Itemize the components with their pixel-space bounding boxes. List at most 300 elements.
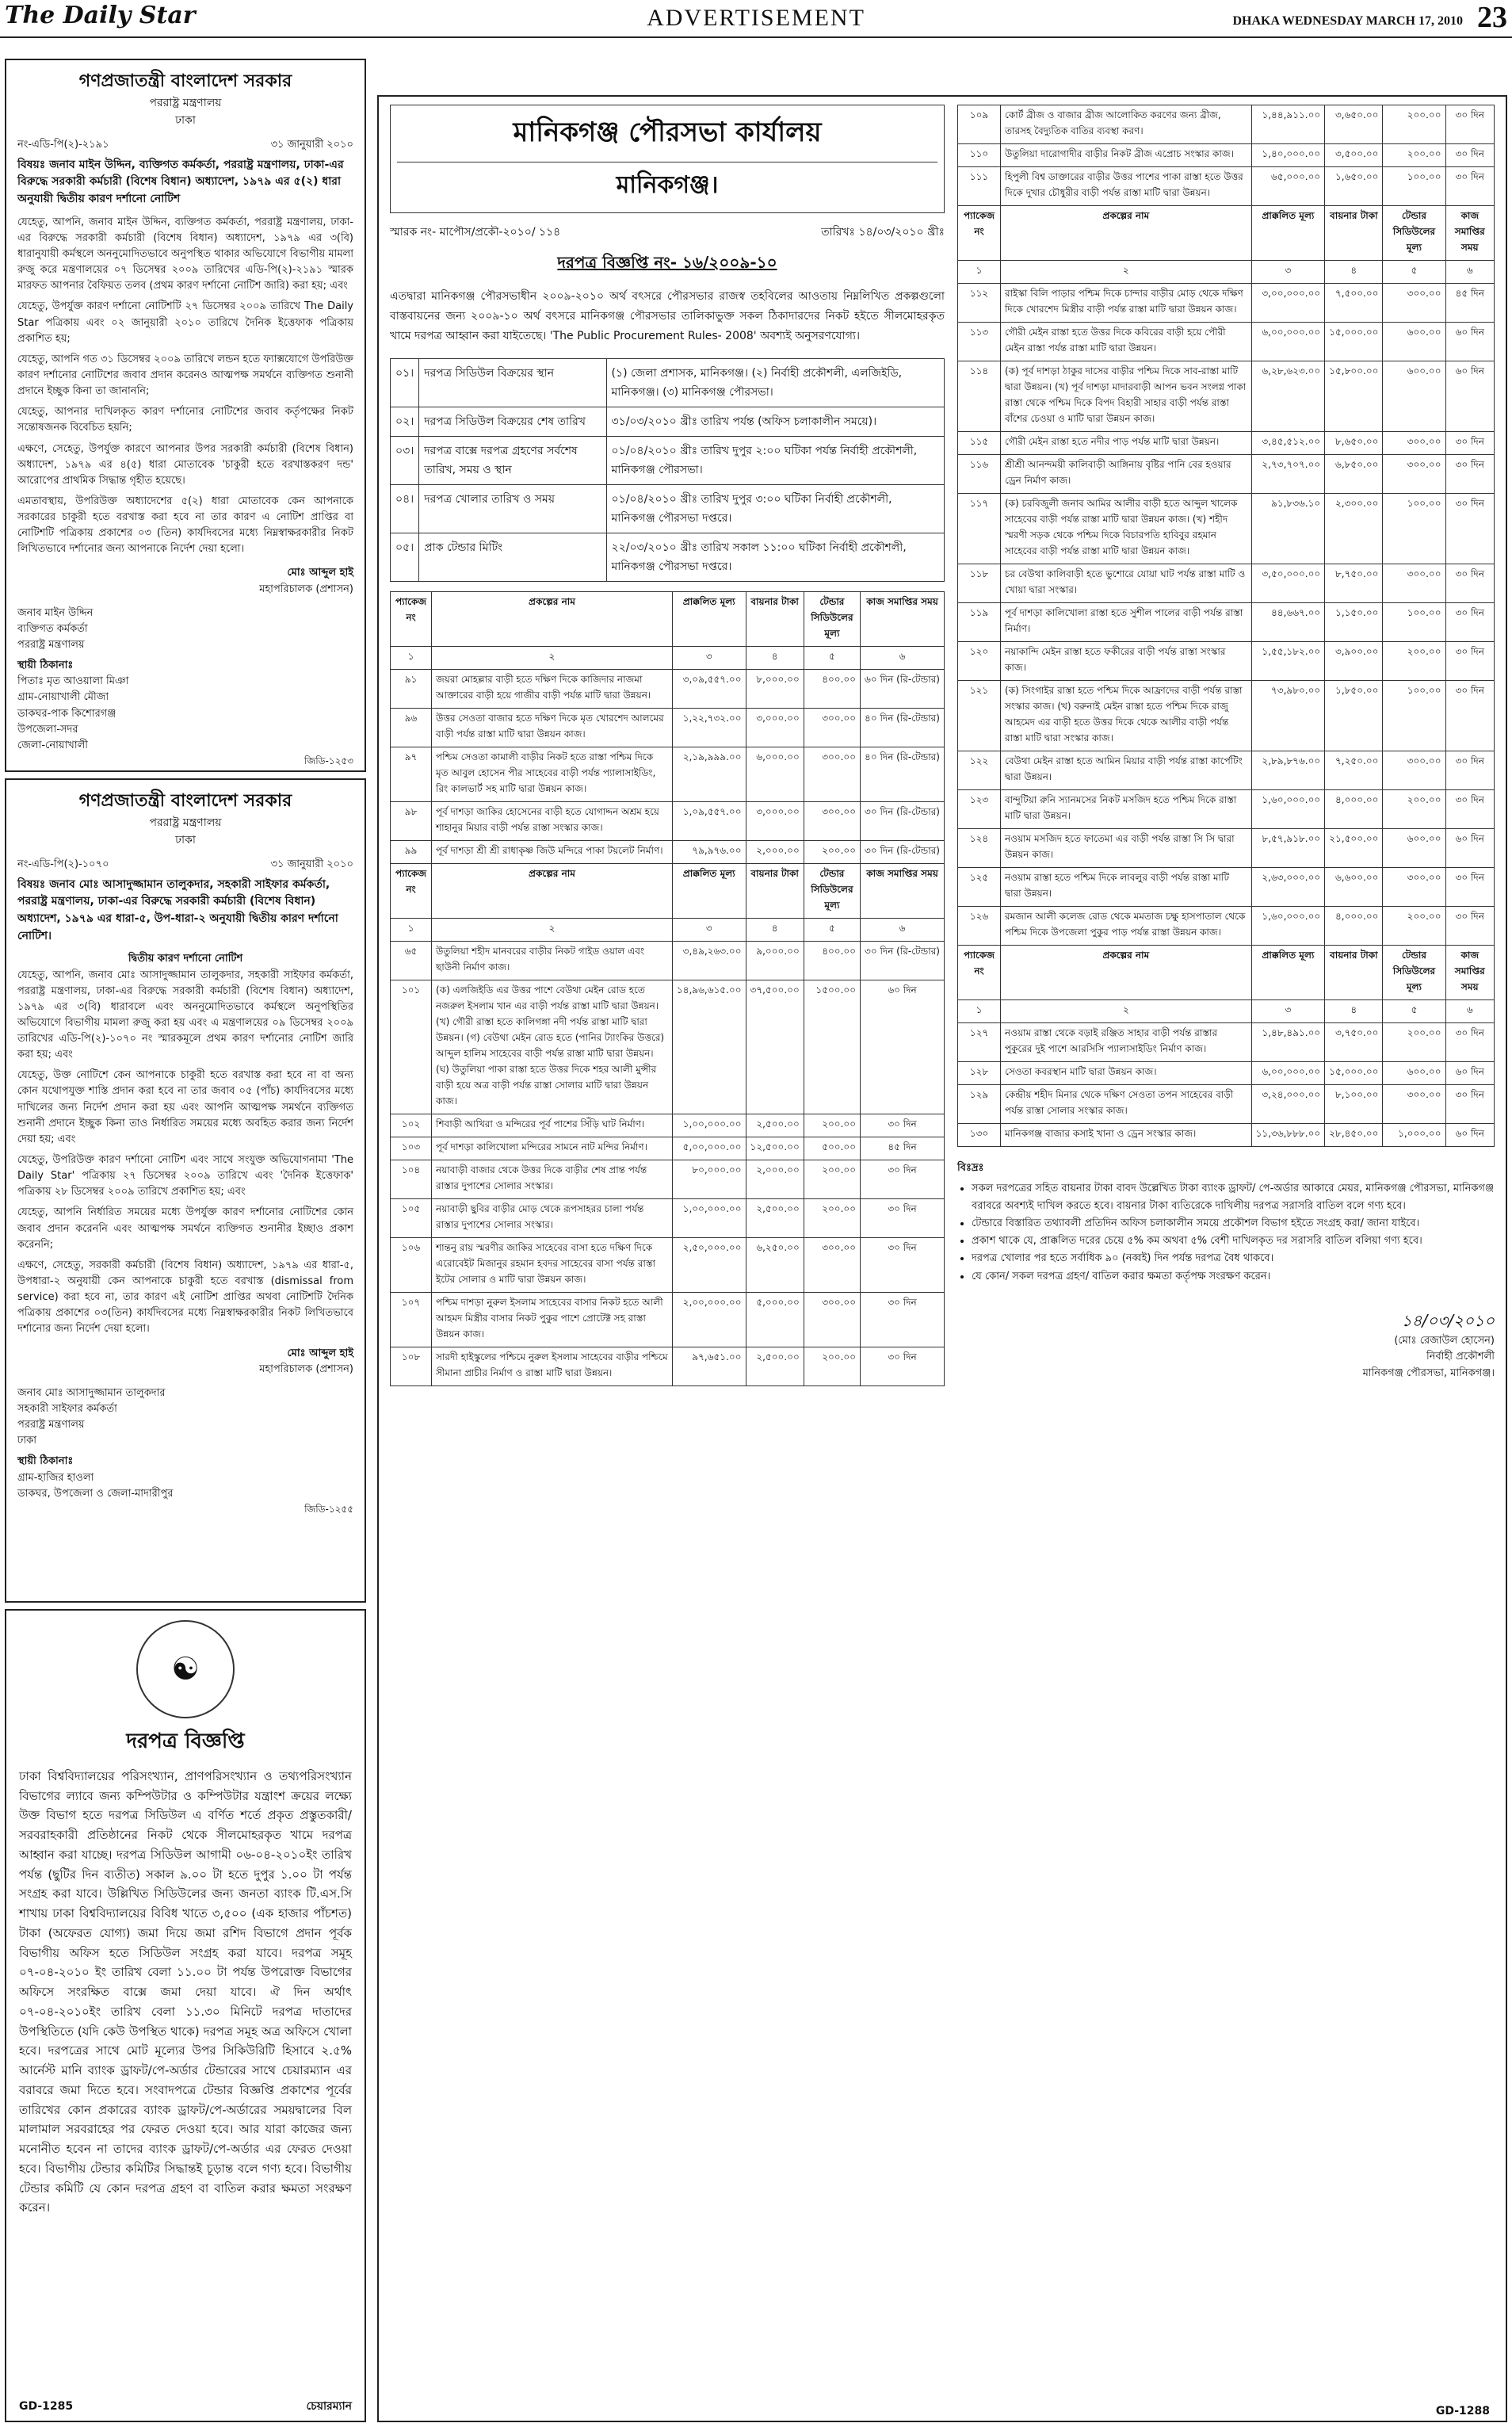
estimated-cost: ১,৬০,০০০.০০ xyxy=(1251,790,1325,829)
completion-time: ৩০ দিন xyxy=(1445,790,1495,829)
package-number: ১২২ xyxy=(958,751,1001,790)
completion-time: ৩০ দিন xyxy=(1445,1085,1495,1124)
notice-city: ঢাকা xyxy=(175,833,196,847)
works-row xyxy=(958,1062,1495,1085)
earnest-money: ৩,০০০.০০ xyxy=(746,708,804,747)
notice-subject: বিষয়ঃ জনাব মাইন উদ্দিন, ব্যক্তিগত কর্মকর্তা, পররাষ্ট্র মন্ত্রণালয়, ঢাকা-এর বিরুদ্ধে সরকারী কর্মচারী (বিশেষ বিধান) অধ্যাদেশ, ১৯৭৯ এর ৫(২) ধারা অনুযায়ী দ্বিতীয় কারণ দর্শানো নোটিশ xyxy=(17,158,344,205)
gd-code: GD-1288 xyxy=(1435,2405,1490,2417)
works-row xyxy=(391,1347,945,1385)
notice-asaduzzaman xyxy=(5,778,366,1603)
completion-time: ৩০ দিন xyxy=(861,1292,945,1347)
works-col-header: প্রকল্পের নাম xyxy=(432,863,673,918)
schedule-row xyxy=(391,533,945,581)
works-colnum: ৩ xyxy=(1251,261,1325,284)
schedule-price: ৩০০.০০ xyxy=(1383,455,1445,494)
estimated-cost: ১৪,৯৬,৬১৫.০০ xyxy=(672,980,746,1114)
package-number: ১২০ xyxy=(958,642,1001,681)
works-row xyxy=(391,980,945,1114)
works-colnum: ৪ xyxy=(1325,261,1383,284)
gd-code: জিডি-১২৫৩ xyxy=(304,755,353,767)
completion-time: ৩০ দিন xyxy=(1445,167,1495,206)
earnest-money: ৪,০০০.০০ xyxy=(1325,907,1383,946)
estimated-cost: ২,০০,০০০.০০ xyxy=(672,1292,746,1347)
works-colnum-row xyxy=(391,646,945,669)
earnest-money: ৬,২৫০.০০ xyxy=(746,1237,804,1292)
estimated-cost: ১,০০,০০০.০০ xyxy=(672,1114,746,1137)
schedule-item: দরপত্র সিডিউল বিক্রয়ের শেষ তারিখ xyxy=(419,407,606,436)
ad-left-column xyxy=(390,105,945,1386)
schedule-price: ৪০০.০০ xyxy=(804,669,860,708)
package-number: ১০১ xyxy=(391,980,432,1114)
estimated-cost: ৪৪,৬৬৭.০০ xyxy=(1251,603,1325,642)
recipient: জনাব মাইন উদ্দিন ব্যক্তিগত কর্মকর্তা পররাষ্ট্র মন্ত্রণালয় xyxy=(17,606,94,652)
works-col-header: প্রাক্কলিত মূল্য xyxy=(672,863,746,918)
schedule-price: ৩০০.০০ xyxy=(804,708,860,747)
package-number: ৯৮ xyxy=(391,801,432,840)
work-name: শিবাড়ী আখিরা ও মন্দিরের পূর্ব পাশের সিঁড়ি ঘাট নির্মাণ। xyxy=(432,1114,673,1137)
earnest-money: ৫,০০০.০০ xyxy=(746,1292,804,1347)
estimated-cost: ৭৯,৯৭৬.০০ xyxy=(672,840,746,863)
notice-paragraph: যেহেতু, উপর্যুক্ত কারণ দর্শানো নোটিশটি ২৭ ডিসেম্বর ২০০৯ তারিখে The Daily Star পত্রিকায় এবং ০২ জানুয়ারী ২০১০ তারিখে দৈনিক ইত্তেফাক পত্রিকায় প্রকাশিত হয়; xyxy=(17,300,353,345)
completion-time: ৪০ দিন (রি-টেন্ডার) xyxy=(861,708,945,747)
notice-paragraph: যেহেতু, আপনি, জনাব মাইন উদ্দিন, ব্যক্তিগত কর্মকর্তা, পররাষ্ট্র মন্ত্রণালয়, ঢাকা-এর বিরুদ্ধে সরকারী কর্মচারী (বিশেষ বিধান) অধ্যাদেশ, ১৯৭৯ এর ৩(বি) ধারানুযায়ী কর্মস্থলে অননুমোদিতভাবে অনুপস্থিত থাকার অভিযোগে বিভাগীয় মামলা রুজু করে মন্ত্রণালয়ের ০৭ ডিসেম্বর ২০০৯ তারিখের এডি-পি(২)-২১৯১ স্মারক মারফত আপনার বৈফিয়ত তলব (প্রথম কারণ দর্শানো নোটিশ জারি) করা হয়; এবং xyxy=(17,216,353,292)
works-col-header: প্রাক্কলিত মূল্য xyxy=(1251,946,1325,1000)
work-name: পূর্ব দাশড়া কালিখোলা রাস্তা হতে সুশীল পালের বাড়ী পর্যন্ত রাস্তা নির্মাণ। xyxy=(1000,603,1251,642)
works-colnum: ৪ xyxy=(746,918,804,941)
works-colnum: ৪ xyxy=(1325,1000,1383,1023)
works-row xyxy=(391,1160,945,1198)
work-name: নওয়াম রাস্তা হতে পশ্চিম দিকে লাবলুর বাড়ী পর্যন্ত রাস্তা মাটি দ্বারা উন্নয়ন। xyxy=(1000,868,1251,907)
completion-time: ৩০ দিন xyxy=(861,1114,945,1137)
work-name: পশ্চিম সেওতা কামালী বাড়ীর নিকট হতে রাস্তা পশ্চিম দিকে মৃত আবুল হোসেন পীর সাহেবের বাড়ী পর্যন্ত প্যালাসাইডিং, রিং কালভার্ট সহ মাটি দ্বারা উন্নয়ন কাজ। xyxy=(432,747,673,801)
estimated-cost: ৩,৫০,০০০.০০ xyxy=(1251,564,1325,603)
schedule-price: ১০০.০০ xyxy=(1383,681,1445,751)
schedule-item: দরপত্র খোলার তারিখ ও সময় xyxy=(419,484,606,533)
works-col-header: টেন্ডার সিডিউলের মূল্য xyxy=(804,863,860,918)
estimated-cost: ১,৫৫,১৮২.০০ xyxy=(1251,642,1325,681)
estimated-cost: ১১,৩৬,৮৮৮.০০ xyxy=(1251,1124,1325,1147)
work-name: নয়াবাড়ী বাজার থেকে উত্তর দিকে বাড়ীর শেষ প্রান্ত পর্যন্ত রাস্তার দুপাশের সোলার সংস্কার। xyxy=(432,1160,673,1198)
package-number: ১১৫ xyxy=(958,432,1001,455)
work-name: জয়রা মোহল্লার বাড়ী হতে দক্ষিণ দিকে কাজিদার নাজমা আক্তারের বাড়ী হয়ে গাজীর বাড়ী পর্যন্ত মাটি দ্বারা উন্নয়ন। xyxy=(432,669,673,708)
works-col-header: প্রাক্কলিত মূল্য xyxy=(1251,206,1325,261)
notice-heading: দ্বিতীয় কারণ দর্শানো নোটিশ xyxy=(128,953,243,965)
work-name: শ্রীশ্রী আনন্দময়ী কালিবাড়ী আঙ্গিনায় বৃষ্টির পানি বের হওয়ার ড্রেন নির্মাণ কাজ। xyxy=(1000,455,1251,494)
earnest-money: ৭,৫০০.০০ xyxy=(1325,284,1383,323)
works-colnum: ১ xyxy=(958,1000,1001,1023)
schedule-price: ৩০০.০০ xyxy=(1383,432,1445,455)
schedule-detail: ০১/০৪/২০১০ খ্রীঃ তারিখ দুপুর ৩:০০ ঘটিকা নির্বাহী প্রকৌশলী, মানিকগঞ্জ পৌরসভা দপ্তরে। xyxy=(606,484,944,533)
work-name: শান্তনু রায় স্মরণীর জাকির সাহেবের বাসা হতে দক্ষিণ দিকে এরোবেইট মিজানুর রহমান হবদর সাহেবের বাসা পর্যন্ত রাস্তা ইটের সোলার ও মাটি দ্বারা উন্নয়ন কাজ। xyxy=(432,1237,673,1292)
earnest-money: ১,৬৫০.০০ xyxy=(1325,167,1383,206)
notice-ministry: পররাষ্ট্র মন্ত্রণালয় xyxy=(149,97,222,110)
work-name: গৌরী মেইন রাস্তা হতে উত্তর দিকে কবিরের বাড়ী হয়ে পৌরী মেইন রাস্তা পর্যন্ত রাস্তা মাটি দ্বারা উন্নয়ন। xyxy=(1000,323,1251,361)
completion-time: ৩০ দিন xyxy=(1445,868,1495,907)
earnest-money: ৮,০০০.০০ xyxy=(746,669,804,708)
works-row xyxy=(958,642,1495,681)
works-colnum: ৪ xyxy=(746,646,804,669)
schedule-detail: (১) জেলা প্রশাসক, মানিকগঞ্জ। (২) নির্বাহী প্রকৌশলী, এলজিইডি, মানিকগঞ্জ। (৩) মানিকগঞ্জ পৌরসভা। xyxy=(606,358,944,407)
work-name: পশ্চিম দাশড়া নুরুল ইসলাম সাহেবের বাসার নিকট হতে আলী আহমদ মিস্ত্রীর বাসার নিকট পুকুর পাশে প্রোটেক্ট সহ রাস্তা উন্নয়ন কাজ। xyxy=(432,1292,673,1347)
works-colnum: ৩ xyxy=(672,918,746,941)
earnest-money: ২,৩০০.০০ xyxy=(1325,494,1383,564)
earnest-money: ২৮,৪৫০.০০ xyxy=(1325,1124,1383,1147)
package-number: ১০৭ xyxy=(391,1292,432,1347)
schedule-price: ১৫০০.০০ xyxy=(804,980,860,1114)
schedule-price: ২০০.০০ xyxy=(804,840,860,863)
works-colnum-row xyxy=(958,261,1495,284)
masthead xyxy=(0,0,1512,38)
completion-time: ৬০ দিন xyxy=(1445,361,1495,432)
estimated-cost: ৮,৫৭,৯১৮.০০ xyxy=(1251,829,1325,868)
works-row xyxy=(391,941,945,980)
works-col-header: প্রাক্কলিত মূল্য xyxy=(672,591,746,646)
signature-block: ১৪/০৩/২০১০ (মোঃ রেজাউল হোসেন) নির্বাহী প্রকৌশলী মানিকগঞ্জ পৌরসভা, মানিকগঞ্জ। xyxy=(957,1308,1495,1382)
works-row xyxy=(958,494,1495,564)
work-name: কেন্দ্রীয় শহীদ মিনার থেকে দক্ষিণ সেওতা তপন সাহেবের বাড়ী পর্যন্ত রাস্তা সোলার সংস্কার কাজ। xyxy=(1000,1085,1251,1124)
note-item: • প্রকাশ থাকে যে, প্রাক্কলিত দরের চেয়ে ৫% কম অথবা ৫% বেশী দাখিলকৃত দর সরাসরি বাতিল বলিয়া গণ্য হবে। xyxy=(972,1233,1495,1250)
notice-ref: নং-এডি-পি(২)-১০৭০ xyxy=(17,858,109,871)
note-item: • সকল দরপত্রের সহিত বায়নার টাকা বাবদ উল্লেখিত টাকা ব্যাংক ড্রাফট/ পে-অর্ডার আকারে মেয়র, মানিকগঞ্জ পৌরসভা, মানিকগঞ্জ বরাবরে অবশ্যই দাখিল করতে হবে। বায়নার টাকা ব্যতিরেকে দাখিলীয় দরপত্র সরাসরি বাতিল বলে গণ্য হবে। xyxy=(972,1180,1495,1215)
notice-date: ৩১ জানুয়ারী ২০১০ xyxy=(270,858,353,871)
schedule-price: ৩০০.০০ xyxy=(804,801,860,840)
schedule-price: ২০০.০০ xyxy=(804,1198,860,1237)
manikganj-tender-ad xyxy=(377,95,1507,2422)
schedule-price: ১০০.০০ xyxy=(1383,167,1445,206)
earnest-money: ৩,৬৫০.০০ xyxy=(1325,105,1383,144)
works-row xyxy=(958,1085,1495,1124)
work-name: রাইস্কা বিলি পাড়ার পশ্চিম দিকে চান্দার বাড়ীর মোড় থেকে দক্ষিণ দিকে খোরশেদ মিস্ত্রীর বাড়ী পর্যন্ত রাস্তা মাটি দ্বারা উন্নয়ন কাজ। xyxy=(1000,284,1251,323)
package-number: ১০২ xyxy=(391,1114,432,1137)
works-row xyxy=(958,432,1495,455)
section-title: ADVERTISEMENT xyxy=(647,5,865,31)
estimated-cost: ৮০,০০০.০০ xyxy=(672,1160,746,1198)
chairman-title: চেয়ারম্যান xyxy=(306,2399,352,2413)
schedule-item: দরপত্র বাক্সে দরপত্র গ্রহণের সর্বশেষ তারিখ, সময় ও স্থান xyxy=(419,436,606,484)
completion-time: ৬০ দিন xyxy=(1445,829,1495,868)
work-name: বান্দুটিয়া রুনি স্যানমসের নিকট মসজিদ হতে পশ্চিম দিকে রাস্তা মাটি দ্বারা উন্নয়ন। xyxy=(1000,790,1251,829)
schedule-price: ২০০.০০ xyxy=(804,1114,860,1137)
estimated-cost: ৩,০৯,৫৫৭.০০ xyxy=(672,669,746,708)
ad-title: দরপত্র বিজ্ঞপ্তি নং- ১৬/২০০৯-১০ xyxy=(557,253,777,272)
completion-time: ৬০ দিন (রি-টেন্ডার) xyxy=(861,669,945,708)
earnest-money: ২,৫০০.০০ xyxy=(746,1114,804,1137)
notice-govt-title: গণপ্রজাতন্ত্রী বাংলাদেশ সরকার xyxy=(78,71,292,91)
package-number: ১১৮ xyxy=(958,564,1001,603)
notice-mine-uddin xyxy=(5,59,366,772)
works-row xyxy=(958,603,1495,642)
package-number: ১০৩ xyxy=(391,1137,432,1160)
estimated-cost: ৬,২৮,৬২৩.০০ xyxy=(1251,361,1325,432)
work-name: পূর্ব দাশড়া জাকির হোসেনের বাড়ী হতে যোগাদ্দন অশ্রম হয়ে শাহানুর মিয়ার বাড়ী পর্যন্ত রাস্তা সংস্কার কাজ। xyxy=(432,801,673,840)
works-row xyxy=(958,105,1495,144)
work-name: চর বেউথা কালিবাড়ী হতে ভুশোরে যোয়া ঘাট পর্যন্ত রাস্তা মাটি ও খোয়া দ্বারা সংস্কার। xyxy=(1000,564,1251,603)
completion-time: ৩০ দিন (রি-টেন্ডার) xyxy=(861,801,945,840)
work-name: রমজান আলী কলেজ রোড থেকে মমতাজ চক্ষু হাসপাতাল থেকে পশ্চিম দিকে উপজেলা পুকুর পাড় পর্যন্ত রাস্তা উন্নয়ন কাজ। xyxy=(1000,907,1251,946)
estimated-cost: ১,৪৮,৪৯১.০০ xyxy=(1251,1023,1325,1062)
works-col-header: কাজ সমাপ্তির সময় xyxy=(1445,946,1495,1000)
work-name: (ক) সিংগাইর রাস্তা হতে পশ্চিম দিকে আফ্রাদের বাড়ী পর্যন্ত রাস্তা সংস্কার কাজ। (খ) বরুনাই মেইন রাস্তা হতে পশ্চিম দিকে রাজু আহমেদ এর বাড়ী হতে উত্তর দিকে থেকে আলীর বাড়ী পর্যন্ত রাস্তা মাটি দ্বারা সংস্কার কাজ। xyxy=(1000,681,1251,751)
completion-time: ৩০ দিন xyxy=(861,1160,945,1198)
schedule-price: ১,০০০.০০ xyxy=(1383,1124,1445,1147)
earnest-money: ৮,৭৫০.০০ xyxy=(1325,564,1383,603)
schedule-price: ৫০০.০০ xyxy=(804,1137,860,1160)
schedule-row xyxy=(391,436,945,484)
schedule-table xyxy=(390,358,945,582)
package-number: ৬৫ xyxy=(391,941,432,980)
notice-subject: বিষয়ঃ জনাব মোঃ আসাদুজ্জামান তালুকদার, সহকারী সাইফার কর্মকর্তা, পররাষ্ট্র মন্ত্রণালয়, ঢাকা-এর বিরুদ্ধে সরকারী কর্মচারী (বিশেষ বিধান) অধ্যাদেশ, ১৯৭৯ এর ধারা-৫, উপ-ধারা-২ অনুযায়ী দ্বিতীয় কারণ দর্শানো নোটিশ। xyxy=(17,877,338,942)
note-item: • টেন্ডারে বিস্তারিত তথ্যাবলী প্রতিদিন অফিস চলাকালীন সময়ে প্রকৌশল বিভাগ হইতে সংগ্রহ করা/ জানা যাইবে। xyxy=(972,1215,1495,1233)
works-row xyxy=(958,455,1495,494)
works-colnum: ৬ xyxy=(861,918,945,941)
schedule-no: ০৪। xyxy=(391,484,419,533)
works-colnum: ১ xyxy=(391,646,432,669)
schedule-price: ২০০.০০ xyxy=(804,1347,860,1385)
estimated-cost: ২,১৯,৯৯৯.০০ xyxy=(672,747,746,801)
works-header-row xyxy=(958,206,1495,261)
estimated-cost: ৩,৪৯,২৬৩.০০ xyxy=(672,941,746,980)
package-number: ৯১ xyxy=(391,669,432,708)
completion-time: ৩০ দিন xyxy=(1445,105,1495,144)
works-row xyxy=(958,144,1495,167)
earnest-money: ৩৭,৫০০.০০ xyxy=(746,980,804,1114)
earnest-money: ৪,০০০.০০ xyxy=(1325,790,1383,829)
notice-ref: নং-এডি-পি(২)-২১৯১ xyxy=(17,139,109,151)
notice-paragraph: এমতাবস্থায়, উপরিউক্ত অধ্যাদেশের ৫(২) ধারা মোতাবেক কেন আপনাকে সরকারের চাকুরী হতে বরখাস্ত করা হবে না তার কারণ এ নোটিশ প্রাপ্তির বা নোটিশটি পত্রিকায় প্রকাশের ০৩ (তিন) কার্যদিবসের মধ্যে নিম্নস্বাক্ষরকারীর নিকট লিখিতভাবে দর্শানোর জন্য আপনাকে নির্দেশ দেয়া হলো। xyxy=(17,495,353,556)
schedule-price: ৩০০.০০ xyxy=(1383,868,1445,907)
work-name: উতুলিয়া দারোগাদীর বাড়ীর নিকট ব্রীজ এপ্রোচ সংস্কার কাজ। xyxy=(1000,144,1251,167)
notice-paragraph: যেহেতু, আপনার দাখিলকৃত কারণ দর্শানোর নোটিশের জবাব কর্তৃপক্ষের নিকট সন্তোষজনক বিবেচিত হয়নি; xyxy=(17,406,353,434)
works-col-header: কাজ সমাপ্তির সময় xyxy=(861,591,945,646)
package-number: ১১৯ xyxy=(958,603,1001,642)
notice-paragraph: যেহেতু, আপনি, জনাব মোঃ আসাদুজ্জামান তালুকদার, সহকারী সাইফার কর্মকর্তা, পররাষ্ট্র মন্ত্রণালয়, ঢাকা-এর বিরুদ্ধে সরকারী কর্মচারী (বিশেষ বিধান) অধ্যাদেশ, ১৯৭৯ এর ৩(বি) ধারাবলে এবং অননুমোদিতভাবে কর্মস্থলে অনুপস্থিতির অভিযোগে বিভাগীয় মামলা রুজু করা হয় এবং এ মন্ত্রণালয়ের ০৯ ডিসেম্বর ২০০৯ তারিখের এডি-পি(২)-১০৭০ নং স্মারকমূলে প্রথম কারণ দর্শানোর নোটিশ জারি করা হয়; এবং xyxy=(17,969,353,1061)
schedule-no: ০১। xyxy=(391,358,419,407)
earnest-money: ১২,৫০০.০০ xyxy=(746,1137,804,1160)
estimated-cost: ২,৮৯,৮৭৬.০০ xyxy=(1251,751,1325,790)
works-colnum: ২ xyxy=(432,646,673,669)
notice-ministry: পররাষ্ট্র মন্ত্রণালয় xyxy=(149,816,222,830)
works-colnum: ৩ xyxy=(672,646,746,669)
schedule-price: ২০০.০০ xyxy=(1383,1023,1445,1062)
works-col-header: বায়নার টাকা xyxy=(1325,206,1383,261)
notice-govt-title: গণপ্রজাতন্ত্রী বাংলাদেশ সরকার xyxy=(78,791,292,811)
university-seal-icon: ☯ xyxy=(136,1620,235,1718)
works-col-header: বায়নার টাকা xyxy=(1325,946,1383,1000)
works-row xyxy=(391,669,945,708)
notice-paragraph: এক্ষণে, সেহেতু, উপর্যুক্ত কারণে আপনার উপর সরকারী কর্মচারী (বিশেষ বিধান) অধ্যাদেশ, ১৯৭৯ এর ৪(৫) ধারা মোতাবেক 'চাকুরী হতে বরখাস্তকরণ দন্ড' আরোপের প্রাথমিক সিদ্ধান্ত গৃহীত হয়েছে। xyxy=(17,442,353,487)
package-number: ১২৩ xyxy=(958,790,1001,829)
completion-time: ৩০ দিন xyxy=(1445,564,1495,603)
signature-date: ১৪/০৩/২০১০ xyxy=(1401,1310,1495,1330)
works-col-header: টেন্ডার সিডিউলের মূল্য xyxy=(1383,946,1445,1000)
work-name: পূর্ব দাশড়া শ্রী শ্রী রাধাকৃষ্ণ জিউ মন্দিরে পাকা টয়লেট নির্মাণ। xyxy=(432,840,673,863)
completion-time: ৩০ দিন xyxy=(1445,642,1495,681)
estimated-cost: ৬৫,০০০.০০ xyxy=(1251,167,1325,206)
works-colnum: ৬ xyxy=(1445,1000,1495,1023)
package-number: ১১৭ xyxy=(958,494,1001,564)
estimated-cost: ১,২২,৭৩২.০০ xyxy=(672,708,746,747)
works-col-header: প্যাকেজ নং xyxy=(391,591,432,646)
tender-title: দরপত্র বিজ্ঞপ্তি xyxy=(126,1729,245,1753)
completion-time: ৪৫ দিন xyxy=(861,1137,945,1160)
package-number: ১০৬ xyxy=(391,1237,432,1292)
works-row xyxy=(391,840,945,863)
earnest-money: ৬,৮৫০.০০ xyxy=(1325,455,1383,494)
work-name: (ক) এলজিইডি এর উত্তর পাশে বেউথা মেইন রোড হতে নজরুল ইসলাম খান এর বাড়ী পর্যন্ত রাস্তা মাটি দ্বারা উন্নয়ন। (খ) গৌরী রাস্তা হতে কালিগঙ্গা নদী পর্যন্ত রাস্তা মাটি দ্বারা উন্নয়ন। (গ) বেউথা মেইন রোড হতে (পানির ট্যাংকির উত্তরে) আব্দুল হালিম সাহেবের বাড়ী পর্যন্ত রাস্তা মাটি দ্বারা উন্নয়ন। (ঘ) উতুলিয়া পাকা রাস্তা হতে উত্তর দিকে শহর আলী মুন্সীর বাড়ী হয়ে অত্র বাড়ী পর্যন্ত রাস্তা সোলার মাটি দ্বারা উন্নয়ন কাজ। xyxy=(432,980,673,1114)
works-colnum: ২ xyxy=(432,918,673,941)
memo-number: স্মারক নং- মাপৌস/প্রকৌ-২০১০/ ১১৪ xyxy=(390,226,561,239)
package-number: ১২৯ xyxy=(958,1085,1001,1124)
schedule-price: ৬০০.০০ xyxy=(1383,1062,1445,1085)
signer-title: মহাপরিচালক (প্রশাসন) xyxy=(259,583,353,595)
earnest-money: ৩,৯০০.০০ xyxy=(1325,642,1383,681)
tender-body: ঢাকা বিশ্ববিদ্যালয়ের পরিসংখ্যান, প্রাণপরিসংখ্যান ও তথ্যপরিসংখ্যান বিভাগের ল্যাবে জন্য কম্পিউটার ও কম্পিউটার যন্ত্রাংশ ক্রয়ের লক্ষ্যে উক্ত বিভাগ হতে দরপত্র সিডিউল এ বর্ণিত শর্তে প্রকৃত প্রস্তুতকারী/সরবরাহকারী প্রতিষ্ঠানের নিকট থেকে সীলমোহরকৃত খামে দরপত্র আহ্বান করা যাচ্ছে। দরপত্র সিডিউল আগামী ০৬-০৪-২০১০ইং তারিখ পর্যন্ত (ছুটির দিন ব্যতীত) সকাল ৯.০০ টা হতে দুপুর ১.০০ টা পর্যন্ত সংগ্রহ করা যাবে। উল্লিখিত সিডিউলের জন্য জনতা ব্যাংক টি.এস.সি শাখায় ঢাকা বিশ্ববিদ্যালয়ের বিবিধ খাতে ৩,৫০০ (এক হাজার পাঁচশত) টাকা (অফেরত যোগ্য) জমা দিয়ে জমা রশিদ বিভাগে প্রদান পূর্বক বিভাগীয় অফিস হতে সিডিউল সংগ্রহ করা যাবে। দরপত্র সমূহ ০৭-০৪-২০১০ ইং তারিখ বেলা ১১.০০ টা পর্যন্ত উপরোক্ত বিভাগের অফিসে সংরক্ষিত বাক্সে জমা দেয়া যাবে। ঐ দিন অর্থাৎ ০৭-০৪-২০১০ইং তারিখ বেলা ১১.৩০ মিনিটে দরপত্র দাতাদের উপস্থিতিতে (যদি কেউ উপস্থিত থাকে) দরপত্র সমূহ অত্র অফিসে খোলা হবে। দরপত্রের সাথে মোট মূল্যের উপর সিকিউরিটি হিসাবে ২.৫% আর্নেস্ট মানি ব্যাংক ড্রাফট/পে-অর্ডার টেন্ডারের সাথে চেয়ারম্যান এর বরাবরে জমা দিতে হবে। সংবাদপত্রে টেন্ডার বিজ্ঞপ্তি প্রকাশের পূর্বের তারিখের কোন প্রকারের ব্যাংক ড্রাফট/পে-অর্ডারের সময়দ্বালের বিল মালামাল সরবরাহের পর ফেরত দেওয়া হবে। আর যারা কাজের জন্য মনোনীত হবেন না তাদের ব্যাংক ড্রাফট/পে-অর্ডার এর ফেরত দেওয়া হবে। বিভাগীয় টেন্ডার কমিটির সিদ্ধান্তই চূড়ান্ত বলে গণ্য হবে। বিভাগীয় টেন্ডার কমিটি যে কোন দরপত্র গ্রহণ বা বাতিল করার ক্ষমতা সংরক্ষণ করেন। xyxy=(19,1768,352,2215)
estimated-cost: ৫,০০,০০০.০০ xyxy=(672,1137,746,1160)
works-col-header: প্রকল্পের নাম xyxy=(432,591,673,646)
works-row xyxy=(958,829,1495,868)
schedule-row xyxy=(391,484,945,533)
works-row xyxy=(391,1114,945,1137)
notice-paragraph: এক্ষণে, সেহেতু, সরকারী কর্মচারী (বিশেষ বিধান) অধ্যাদেশ, ১৯৭৯ এর ধারা-৫, উপধারা-২ অনুযায়ী কেন আপনাকে চাকুরী হতে বরখাস্ত (dismissal from service) করা হবে না, তার কারণ এই নোটিশ প্রাপ্তির অথবা নোটিশটি দৈনিক পত্রিকায় প্রকাশের ০৩(তিন) কার্যদিবসের মধ্যে নিম্নস্বাক্ষরকারীর নিকট লিখিতভাবে দর্শানোর জন্য নির্দেশ দেয়া হলো। xyxy=(17,1259,353,1336)
work-name: গৌরী মেইন রাস্তা হতে নদীর পাড় পর্যন্ত মাটি দ্বারা উন্নয়ন। xyxy=(1000,432,1251,455)
note-item: • দরপত্র খোলার পর হতে সর্বাধিক ৯০ (নব্বই) দিন পর্যন্ত দরপত্র বৈধ থাকবে। xyxy=(972,1250,1495,1267)
completion-time: ৩০ দিন xyxy=(1445,144,1495,167)
schedule-price: ৩০০.০০ xyxy=(804,747,860,801)
works-row xyxy=(958,907,1495,946)
estimated-cost: ৩,০০,০০০.০০ xyxy=(1251,284,1325,323)
earnest-money: ৩,০০০.০০ xyxy=(746,801,804,840)
schedule-row xyxy=(391,358,945,407)
completion-time: ৩০ দিন xyxy=(1445,681,1495,751)
works-colnum: ৫ xyxy=(804,646,860,669)
completion-time: ৬০ দিন xyxy=(1445,323,1495,361)
ad-header xyxy=(390,105,945,213)
works-col-header: কাজ সমাপ্তির সময় xyxy=(1445,206,1495,261)
schedule-price: ২০০.০০ xyxy=(1383,144,1445,167)
works-row xyxy=(958,564,1495,603)
signer-name: মোঃ আব্দুল হাই xyxy=(287,1347,353,1359)
package-number: ১২৫ xyxy=(958,868,1001,907)
package-number: ৯৭ xyxy=(391,747,432,801)
completion-time: ৩০ দিন xyxy=(861,1347,945,1385)
package-number: ১২৭ xyxy=(958,1023,1001,1062)
earnest-money: ১,৮৫০.০০ xyxy=(1325,681,1383,751)
gd-code: GD-1285 xyxy=(19,2399,74,2413)
work-name: উত্তর সেওতা বাজার হতে দক্ষিণ দিকে মৃত খোরশেদ আলমের বাড়ী পর্যন্ত রাস্তা মাটি দ্বারা উন্নয়ন কাজ। xyxy=(432,708,673,747)
earnest-money: ২,০০০.০০ xyxy=(746,1160,804,1198)
works-colnum-row xyxy=(958,1000,1495,1023)
works-row xyxy=(958,751,1495,790)
works-colnum: ৬ xyxy=(861,646,945,669)
notes: বিঃদ্রঃ • সকল দরপত্রের সহিত বায়নার টাকা বাবদ উল্লেখিত টাকা ব্যাংক ড্রাফট/ পে-অর্ডার আকারে মেয়র, মানিকগঞ্জ পৌরসভা, মানিকগঞ্জ বরাবরে অবশ্যই দাখিল করতে হবে। বায়নার টাকা ব্যতিরেকে দাখিলীয় দরপত্র সরাসরি বাতিল বলে গণ্য হবে। • টেন্ডারে বিস্তারিত তথ্যাবলী প্রতিদিন অফিস চলাকালীন সময়ে প্রকৌশল বিভাগ হইতে সংগ্রহ করা/ জানা যাইবে। • প্রকাশ থাকে যে, প্রাক্কলিত দরের চেয়ে ৫% কম অথবা ৫% বেশী দাখিলকৃত দর সরাসরি বাতিল বলিয়া গণ্য হবে। • দরপত্র খোলার পর হতে সর্বাধিক ৯০ (নব্বই) দিন পর্যন্ত দরপত্র বৈধ থাকবে। • যে কোন/ সকল দরপত্র গ্রহণ/ বাতিল করার ক্ষমতা কর্তৃপক্ষ সংরক্ষণ করেন। xyxy=(957,1160,1495,1286)
note-item: • যে কোন/ সকল দরপত্র গ্রহণ/ বাতিল করার ক্ষমতা কর্তৃপক্ষ সংরক্ষণ করেন। xyxy=(972,1268,1495,1286)
notice-city: ঢাকা xyxy=(175,113,196,127)
works-colnum: ৫ xyxy=(1383,261,1445,284)
schedule-row xyxy=(391,407,945,436)
works-colnum: ৬ xyxy=(1445,261,1495,284)
estimated-cost: ২,৭৩,৭০৭.০০ xyxy=(1251,455,1325,494)
package-number: ১১১ xyxy=(958,167,1001,206)
completion-time: ৪৫ দিন xyxy=(1445,284,1495,323)
package-number: ১২৪ xyxy=(958,829,1001,868)
works-colnum: ১ xyxy=(958,261,1001,284)
schedule-item: প্রাক টেন্ডার মিটিং xyxy=(419,533,606,581)
completion-time: ৩০ দিন xyxy=(1445,432,1495,455)
package-number: ১২৬ xyxy=(958,907,1001,946)
earnest-money: ১৫,০০০.০০ xyxy=(1325,323,1383,361)
works-row xyxy=(958,681,1495,751)
schedule-detail: ৩১/০৩/২০১০ খ্রীঃ তারিখ পর্যন্ত (অফিস চলাকালীন সময়ে)। xyxy=(606,407,944,436)
schedule-price: ৪০০.০০ xyxy=(804,941,860,980)
work-name: নয়াবাড়ী ছুবির বাড়ীর মোড় থেকে রূপসাহরর চালা পর্যন্ত রাস্তার দুপাশের সোলার সংস্কার। xyxy=(432,1198,673,1237)
schedule-no: ০৩। xyxy=(391,436,419,484)
paper-logo: The Daily Star xyxy=(5,2,196,29)
schedule-price: ২০০.০০ xyxy=(1383,790,1445,829)
package-number: ১০৮ xyxy=(391,1347,432,1385)
schedule-detail: ২২/০৩/২০১০ খ্রীঃ তারিখ সকাল ১১:০০ ঘটিকা নির্বাহী প্রকৌশলী, মানিকগঞ্জ পৌরসভা দপ্তরে। xyxy=(606,533,944,581)
package-number: ১১৬ xyxy=(958,455,1001,494)
works-table-left xyxy=(390,591,945,1386)
works-col-header: প্যাকেজ নং xyxy=(958,206,1001,261)
estimated-cost: ২,৬৩,০০০.০০ xyxy=(1251,868,1325,907)
schedule-no: ০২। xyxy=(391,407,419,436)
completion-time: ৩০ দিন (রি-টেন্ডার) xyxy=(861,941,945,980)
work-name: (ক) চরবিজুলী জনাব আমির আলীর বাড়ী হতে আব্দুল খালেক সাহেবের বাড়ী পর্যন্ত রাস্তা মাটি দ্বারা উন্নয়ন কাজ। (খ) শহীদ স্মরণী সড়ক থেকে পশ্চিম দিকে বিচারপতি হাবিবুর রহমান সাহেবের বাড়ী পর্যন্ত রাস্তা মাটি দ্বারা উন্নয়ন কাজ। xyxy=(1000,494,1251,564)
permanent-address: স্থায়ী ঠিকানাঃ পিতাঃ মৃত আওয়ালা মিঞা গ্রাম-নোয়াখালী মৌজা ডাকঘর-পাক কিশোরগঞ্জ উপজেলা-সদর জেলা-নোয়াখালী xyxy=(17,659,129,751)
completion-time: ৩০ দিন xyxy=(861,1237,945,1292)
completion-time: ৬০ দিন xyxy=(1445,1062,1495,1085)
works-row xyxy=(958,868,1495,907)
work-name: নওয়াম মসজিদ হতে ফাতেমা এর বাড়ী পর্যন্ত রাস্তা সি সি দ্বারা উন্নয়ন কাজ। xyxy=(1000,829,1251,868)
estimated-cost: ২,৫০,০০০.০০ xyxy=(672,1237,746,1292)
works-col-header: টেন্ডার সিডিউলের মূল্য xyxy=(804,591,860,646)
works-row xyxy=(958,790,1495,829)
notice-paragraph: যেহেতু, উপরিউক্ত কারণ দর্শানো নোটিশ এবং সাথে সংযুক্ত অভিযোগনামা 'The Daily Star' পত্রিকায় ২৭ ডিসেম্বর ২০০৯ তারিখে এবং 'দৈনিক ইত্তেফাক' পত্রিকায় ২৮ ডিসেম্বর ২০০৯ তারিখে প্রকাশিত হয়; এবং xyxy=(17,1154,353,1198)
work-name: নয়াকান্দি মেইন রাস্তা হতে ফকীরের বাড়ী পর্যন্ত রাস্তা সংস্কার কাজ। xyxy=(1000,642,1251,681)
completion-time: ৩০ দিন xyxy=(1445,1023,1495,1062)
signer-title: মহাপরিচালক (প্রশাসন) xyxy=(259,1363,353,1375)
works-col-header: প্যাকেজ নং xyxy=(391,863,432,918)
works-col-header: প্যাকেজ নং xyxy=(958,946,1001,1000)
schedule-price: ১০০.০০ xyxy=(1383,494,1445,564)
earnest-money: ৩,৭৫০.০০ xyxy=(1325,1023,1383,1062)
earnest-money: ২১,৫০০.০০ xyxy=(1325,829,1383,868)
works-colnum-row xyxy=(391,918,945,941)
package-number: ১০৪ xyxy=(391,1160,432,1198)
earnest-money: ১৫,৮০০.০০ xyxy=(1325,361,1383,432)
schedule-price: ৬০০.০০ xyxy=(1383,829,1445,868)
earnest-money: ৭,২৫০.০০ xyxy=(1325,751,1383,790)
completion-time: ৩০ দিন xyxy=(1445,751,1495,790)
works-row xyxy=(958,1124,1495,1147)
works-colnum: ৫ xyxy=(1383,1000,1445,1023)
work-name: (ক) পূর্ব দাশড়া ঠাকুর দাসের বাড়ীর পশ্চিম দিকে সাব-রাস্তা মাটি দ্বারা উন্নয়ন। (খ) পূর্ব দাশড়া মাদারবাড়ী আপন ভবন সংলগ্ন পাকা রাস্তা থেকে পশ্চিম দিকে বিপদ বিহারী সাহার বাড়ী পর্যন্ত রাস্তা বাঁশের চেওয়া ও মাটি দ্বারা উন্নয়ন কাজ। xyxy=(1000,361,1251,432)
works-row xyxy=(391,708,945,747)
package-number: ৯৯ xyxy=(391,840,432,863)
schedule-price: ২০০.০০ xyxy=(1383,105,1445,144)
schedule-item: দরপত্র সিডিউল বিক্রয়ের স্থান xyxy=(419,358,606,407)
work-name: পূর্ব দাশড়া কালিখোলা মন্দিরের সামনে নাট মন্দির নির্মাণ। xyxy=(432,1137,673,1160)
ad-right-column xyxy=(957,105,1495,1386)
schedule-price: ৩০০.০০ xyxy=(1383,1085,1445,1124)
earnest-money: ৬,০০০.০০ xyxy=(746,747,804,801)
works-table-right xyxy=(957,105,1495,1147)
works-col-header: কাজ সমাপ্তির সময় xyxy=(861,863,945,918)
works-col-header: টেন্ডার সিডিউলের মূল্য xyxy=(1383,206,1445,261)
works-row xyxy=(958,1023,1495,1062)
municipality-name: মানিকগঞ্জ পৌরসভা কার্যালয় xyxy=(513,117,822,148)
package-number: ১১৪ xyxy=(958,361,1001,432)
